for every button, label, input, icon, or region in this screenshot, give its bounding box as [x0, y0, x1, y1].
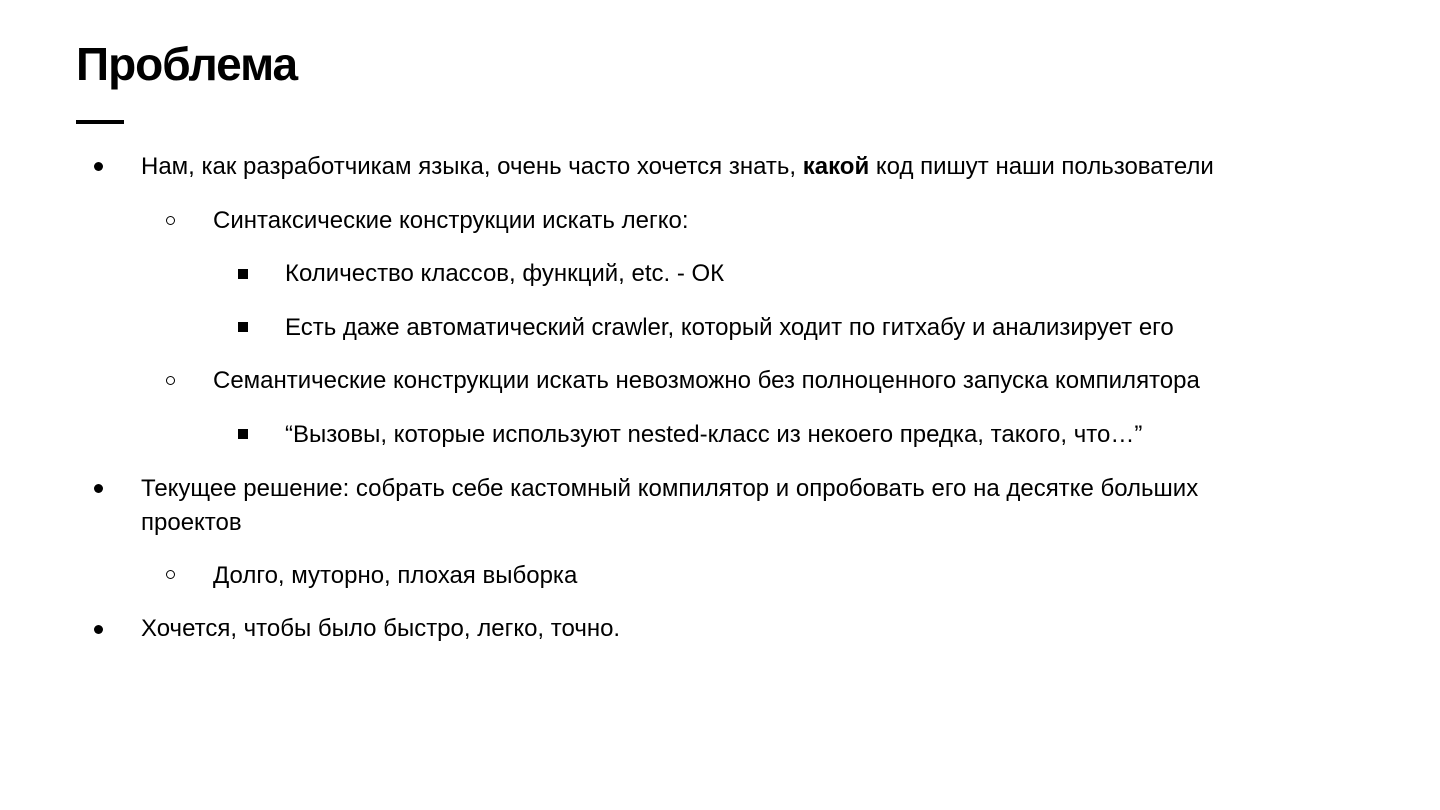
title-underline [76, 120, 124, 124]
bullet-disc-icon [94, 162, 103, 171]
bullet-square-icon [238, 269, 248, 279]
bullet-text: “Вызовы, которые используют nested-класс из некоего предка, такого, что…” [285, 421, 1143, 448]
bullet-text: Нам, как разработчикам языка, очень часто хочется знать, какой код пишут наши пользователи [141, 153, 1214, 180]
bullet-disc-icon [94, 625, 103, 634]
bullet-circle-icon [166, 376, 175, 385]
bullet-text: Семантические конструкции искать невозможно без полноценного запуска компилятора [213, 367, 1200, 394]
bullet-item [213, 364, 1200, 398]
bullet-text: Хочется, чтобы было быстро, легко, точно. [141, 615, 621, 642]
bullet-square-icon [238, 429, 248, 439]
bullet-item [141, 472, 1411, 540]
slide-title: Проблема [76, 38, 298, 90]
bullet-text-line-2: проектов [141, 509, 242, 536]
bullet-disc-icon [94, 484, 103, 493]
bullet-item [285, 257, 724, 291]
bullet-text: Есть даже автоматический crawler, который ходит по гитхабу и анализирует его [285, 314, 1174, 341]
bullet-item [285, 418, 1142, 452]
bullet-text: Синтаксические конструкции искать легко: [213, 207, 689, 234]
bullet-item [285, 311, 1174, 345]
bullet-item [213, 559, 577, 593]
bullet-circle-icon [166, 570, 175, 579]
bullet-bold-text: какой [802, 153, 870, 180]
bullet-item [141, 612, 620, 646]
bullet-circle-icon [166, 216, 175, 225]
bullet-text-line-1: Текущее решение: собрать себе кастомный компилятор и опробовать его на десятке больших [141, 475, 1199, 502]
bullet-text: Количество классов, функций, etc. - ОК [285, 260, 725, 287]
bullet-square-icon [238, 322, 248, 332]
bullet-text: Долго, муторно, плохая выборка [213, 562, 578, 589]
bullet-item [141, 150, 1411, 184]
bullet-item [213, 204, 689, 238]
